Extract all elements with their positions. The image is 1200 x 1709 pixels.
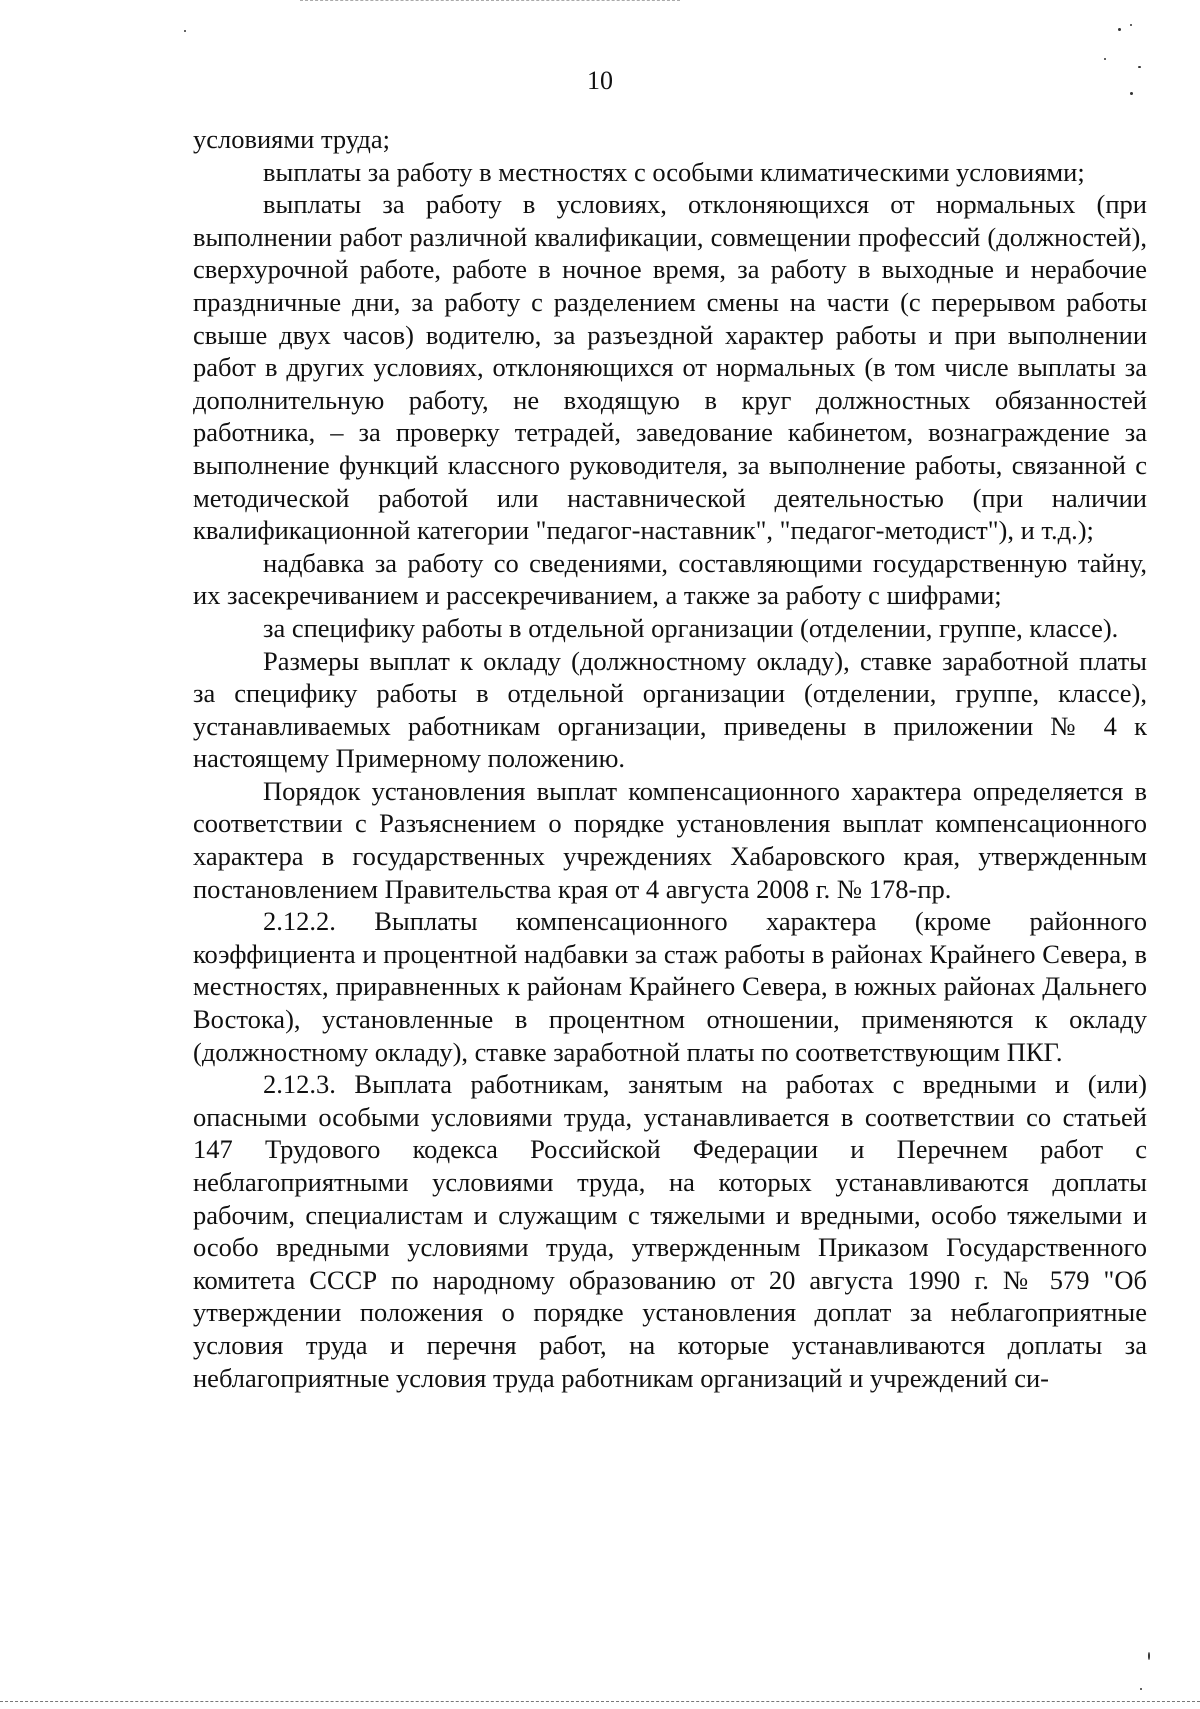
paragraph-abnormal-conditions: выплаты за работу в условиях, отклоняющихся от нормальных (при выполнении работ различной квалификации, совмещении профессий (должностей), сверхурочной работе, работе в ночное время, за работу в выходные и нерабочие праздничные дни, за работу с разделением смены на части (с перерывом работы свыше двух часов) водителю, за разъездной характер работы и при выполнении работ в других условиях, отклоняющихся от нормальных (в том числе выплаты за дополнительную работу, не входящую в круг должностных обязанностей работника, – за проверку тетрадей, заведование кабинетом, вознаграждение за выполнение функций классного руководителя, за выполнение работы, связанной с методической работой или наставнической деятельностью (при наличии квалификационной категории "педагог-наставник", "педагог-методист"), и т.д.);	[193, 189, 1147, 546]
paragraph-state-secret: надбавка за работу со сведениями, составляющими государственную тайну, их засекречиванием и рассекречиванием, а также за работу с шифрами;	[193, 547, 1147, 611]
paragraph-procedure: Порядок установления выплат компенсационного характера определяется в соответствии с Разъяснением о порядке установления выплат компенсационного характера в государственных учреждениях Хабаровского края, утвержденным постановлением Правительства края от 4 августа 2008 г. № 178-пр.	[193, 775, 1147, 904]
paragraph-section-2-12-2: 2.12.2. Выплаты компенсационного характера (кроме районного коэффициента и процентной надбавки за стаж работы в районах Крайнего Севера, в местностях, приравненных к районам Крайнего Севера, в южных районах Дальнего Востока), установленные в процентном отношении, применяются к окладу (должностному окладу), ставке заработной платы по соответствующим ПКГ.	[193, 906, 1147, 1067]
paragraph-continuation: условиями труда;	[193, 124, 390, 154]
paragraph-climatic-conditions: выплаты за работу в местностях с особыми климатическими условиями;	[263, 156, 1085, 187]
paragraph-section-2-12-3: 2.12.3. Выплата работникам, занятым на работах с вредными и (или) опасными особыми условиями труда, устанавливается в соответствии со статьей 147 Трудового кодекса Российской Федерации и Перечнем работ с неблагоприятными условиями труда, на которых устанавливаются доплаты рабочим, специалистам и служащим с тяжелыми и вредными, особо тяжелыми и особо вредными условиями труда, утвержденным Приказом Государственного комитета СССР по народному образованию от 20 августа 1990 г. № 579 "Об утверждении положения о порядке установления доплат за неблагоприятные условия труда и перечня работ, на которые устанавливаются доплаты за неблагоприятные условия труда работникам организаций и учреждений си-	[193, 1069, 1147, 1393]
paragraph-specific-work: за специфику работы в отдельной организации (отделении, группе, классе).	[263, 612, 1119, 643]
paragraph-payment-amounts: Размеры выплат к окладу (должностному окладу), ставке заработной платы за специфику работы в отдельной организации (отделении, группе, классе), устанавливаемых работникам организации, приведены в приложении № 4 к настоящему Примерному положению.	[193, 645, 1147, 774]
scan-top-edge	[300, 0, 680, 2]
page-number: 10	[587, 66, 613, 95]
document-body	[193, 123, 1147, 1394]
scan-bottom-edge	[0, 1701, 1200, 1703]
